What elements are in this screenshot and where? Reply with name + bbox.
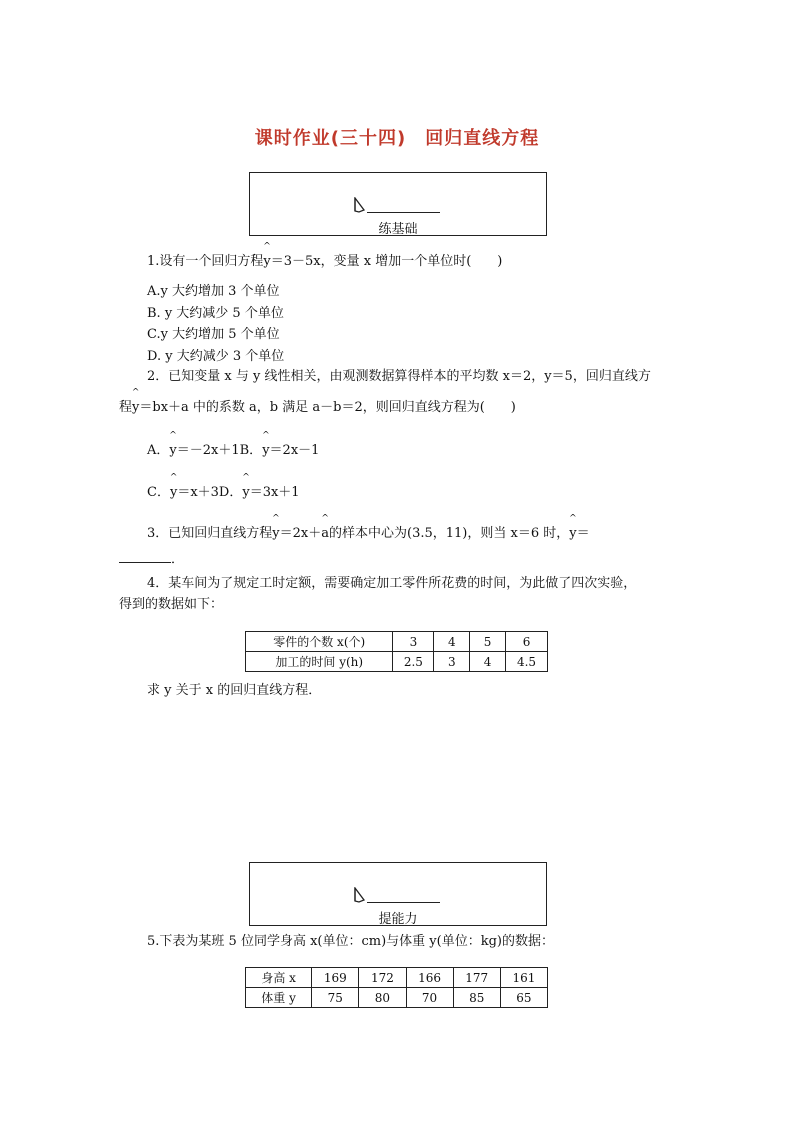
table-cell: 6 [506,632,548,652]
table-cell: 身高 x [246,968,312,988]
table-cell: 5 [470,632,506,652]
y-hat: ^ y [272,526,279,541]
table-cell: 177 [453,968,500,988]
table-cell: 80 [359,988,406,1008]
y-hat: ^ y [170,485,177,500]
option-c: C.y 大约增加 5 个单位 [147,327,280,342]
table-cell: 4 [434,632,470,652]
table-cell: 4 [470,652,506,672]
question-2-line-1: 2．已知变量 x 与 y 线性相关，由观测数据算得样本的平均数 x＝2，y＝5，回归直线方 [147,369,651,384]
y-hat: ^ y [263,254,270,269]
table-row [246,968,548,988]
option-a: A.y 大约增加 3 个单位 [147,284,280,299]
section-header-advanced [249,862,547,926]
table-cell: 161 [500,968,547,988]
option-c-d: C．^ y＝x＋3D．^ y＝3x＋1 [147,481,300,500]
y-hat: ^ y [569,526,576,541]
blank-line [119,552,171,563]
table-cell: 体重 y [246,988,312,1008]
height-weight-table [245,967,548,1008]
question-2-line-2: 程^ y＝bx＋a 中的系数 a，b 满足 a－b＝2，则回归直线方程为( ) [119,396,516,415]
writing-line [367,902,440,903]
y-hat: ^ y [132,400,139,415]
question-4-line-1: 4．某车间为了规定工时定额，需要确定加工零件所花费的时间，为此做了四次实验， [147,576,637,591]
section-label: 提能力 [378,912,418,927]
section-header-basic [249,172,547,236]
question-4-ask: 求 y 关于 x 的回归直线方程． [147,683,322,698]
question-1-stem: 1.设有一个回归方程^ y＝3－5x，变量 x 增加一个单位时( ) [147,250,502,269]
writing-line [367,212,440,213]
table-cell: 75 [312,988,359,1008]
option-a-b: A．^ y＝－2x＋1B．^ y＝2x－1 [147,439,319,458]
table-cell: 65 [500,988,547,1008]
option-b: B. y 大约减少 5 个单位 [147,306,284,321]
table-cell: 4.5 [506,652,548,672]
table-cell: 零件的个数 x(个) [246,632,393,652]
table-cell: 169 [312,968,359,988]
table-cell: 3 [393,632,434,652]
table-cell: 3 [434,652,470,672]
question-3-stem: 3．已知回归直线方程^ y＝2x＋^ a的样本中心为(3.5，11)，则当 x＝6 时，^ y＝ [147,522,590,541]
table-cell: 70 [406,988,453,1008]
page-title: 课时作业(三十四) 回归直线方程 [254,128,540,149]
section-label: 练基础 [378,222,418,237]
parts-time-table [245,631,548,672]
answer-blank: ． [119,548,184,567]
table-cell: 加工的时间 y(h) [246,652,393,672]
pen-icon [353,197,367,213]
question-4-line-2: 得到的数据如下： [119,597,224,612]
table-row [246,988,548,1008]
table-cell: 166 [406,968,453,988]
a-hat: ^ a [321,526,329,541]
table-row [246,632,548,652]
pen-icon [353,887,367,903]
table-row [246,652,548,672]
option-d: D. y 大约减少 3 个单位 [147,349,285,364]
y-hat: ^ y [262,443,269,458]
y-hat: ^ y [242,485,249,500]
y-hat: ^ y [169,443,176,458]
table-cell: 2.5 [393,652,434,672]
question-5-stem: 5.下表为某班 5 位同学身高 x(单位：cm)与体重 y(单位：kg)的数据： [147,934,554,949]
table-cell: 172 [359,968,406,988]
table-cell: 85 [453,988,500,1008]
